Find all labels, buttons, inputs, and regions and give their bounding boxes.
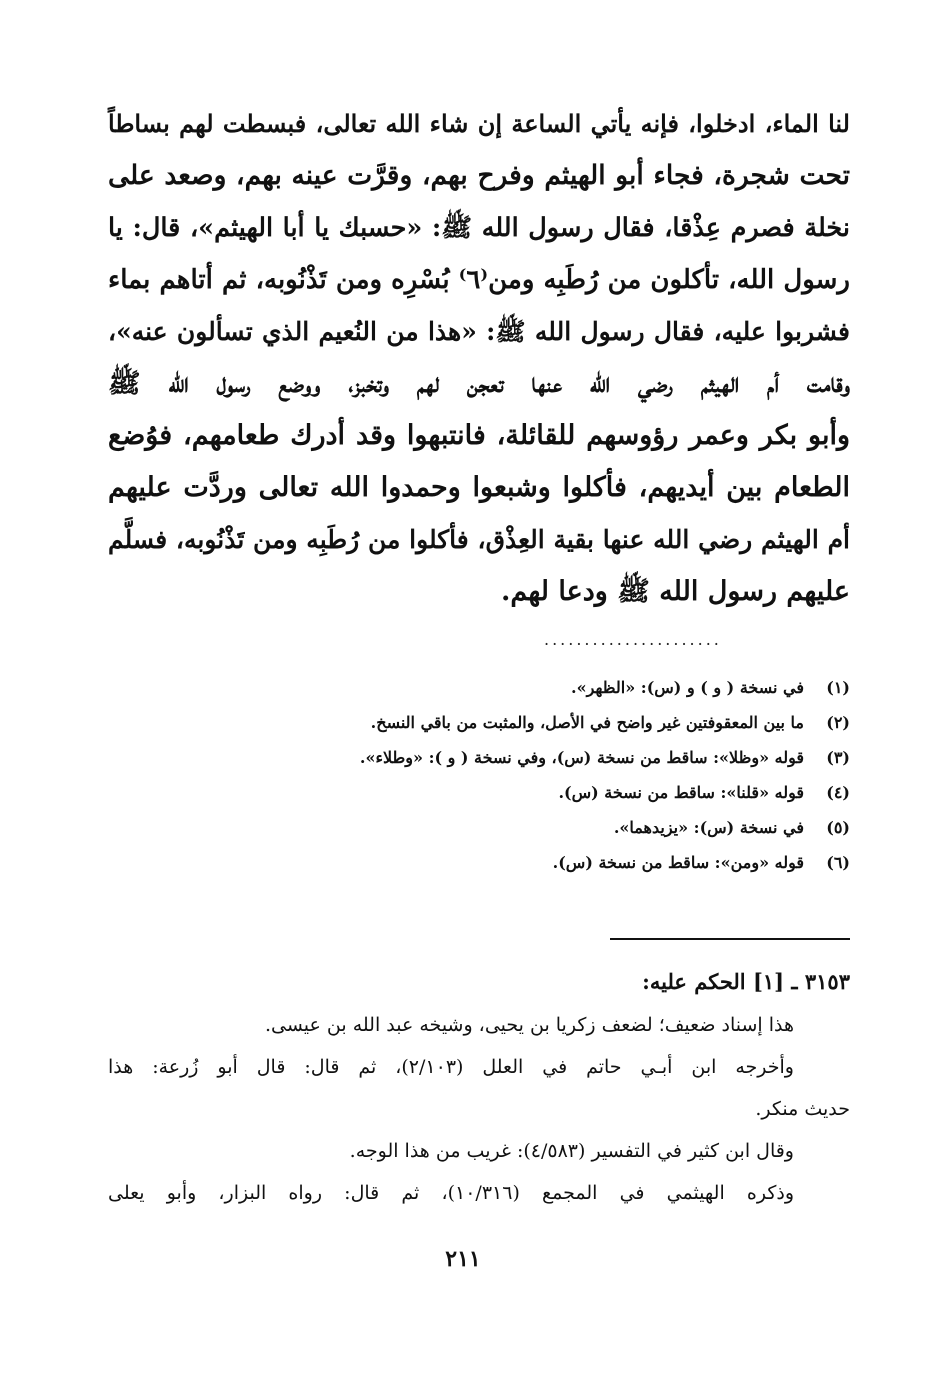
section-separator-line	[610, 938, 850, 940]
main-text-line: وأبو بكر وعمر رؤوسهم للقائلة، فانتبهوا وقد أدرك طعامهم، فوُضع	[108, 420, 850, 451]
main-text-block	[108, 98, 850, 618]
main-text-line: نخلة فصرم عِذْقا، فقال رسول الله ﷺ: «حسبك يا أبا الهيثم»، قال: يا	[108, 213, 850, 243]
footnote-item	[200, 810, 850, 845]
footnote-number: (٥)	[826, 818, 850, 837]
footnotes-block	[200, 670, 850, 880]
footnote-item	[200, 670, 850, 705]
main-text-line: أم الهيثم رضي الله عنها بقية العِذْق، فأكلوا من رُطَبِه ومن تَذْنُوبه، فسلَّم	[108, 525, 850, 554]
footnote-number: (٣)	[826, 748, 850, 767]
main-text-line: تحت شجرة، فجاء أبو الهيثم وفرح بهم، وقرَّت عينه بهم، وصعد على	[108, 160, 850, 191]
footnote-number: (٦)	[826, 853, 850, 872]
main-text-line: عليهم رسول الله ﷺ ودعا لهم.	[500, 576, 850, 607]
commentary-line: وأخرجه ابن أبـي حاتم في العلل (٢/١٠٣)، ثم قال: قال أبو زُرعة: هذا	[108, 1056, 794, 1078]
main-text-line: الطعام بين أيديهم، فأكلوا وشبعوا وحمدوا الله تعالى وردَّت عليهم	[108, 472, 850, 503]
commentary-heading: ٣١٥٣ ـ [١] الحكم عليه:	[642, 969, 850, 994]
commentary-line: وذكره الهيثمي في المجمع (١٠/٣١٦)، ثم قال: رواه البزار، وأبو يعلى	[108, 1182, 795, 1204]
page-number: ٢١١	[445, 1246, 481, 1272]
commentary-line: هذا إسناد ضعيف؛ لضعف زكريا بن يحيى، وشيخه عبد الله بن عيسى.	[264, 1014, 794, 1036]
main-text-line: فشربوا عليه، فقال رسول الله ﷺ: «هذا من النُعيم الذي تسألون عنه»،	[108, 317, 850, 346]
footnote-number: (٤)	[826, 783, 850, 802]
main-text-line: وقامت أم الهيثم رضي الله عنها تعجن لهم وتخبز، ووضع رسول الله ﷺ	[108, 368, 850, 399]
main-text-line: رسول الله، تأكلون من رُطَبِه ومن⁽٦⁾ بُسْرِه ومن تَذْنُوبه، ثم أتاهم بماء	[108, 265, 850, 295]
footnote-number: (٢)	[826, 713, 850, 732]
commentary-line: وقال ابن كثير في التفسير (٤/٥٨٣): غريب من هذا الوجه.	[349, 1140, 794, 1162]
footnote-text: قوله «ومن»: ساقط من نسخة (س).	[552, 853, 804, 872]
footnote-text: ما بين المعقوفتين غير واضح في الأصل، والمثبت من باقي النسخ.	[370, 713, 804, 732]
footnote-text: في نسخة ( و ) و (س): «الظهر».	[571, 678, 804, 697]
footnote-item	[200, 845, 850, 880]
footnote-item	[200, 775, 850, 810]
main-text-line: لنا الماء، ادخلوا، فإنه يأتي الساعة إن شاء الله تعالى، فبسطت لهم بساطاً	[108, 109, 850, 138]
footnote-item	[200, 705, 850, 740]
footnote-text: قوله «قلنا»: ساقط من نسخة (س).	[558, 783, 804, 802]
commentary-block	[108, 960, 850, 1214]
commentary-line: حديث منكر.	[755, 1098, 850, 1120]
footnote-item	[200, 740, 850, 775]
footnote-number: (١)	[826, 678, 850, 697]
footnote-text: في نسخة (س): «يزيدهما».	[613, 818, 804, 837]
footnote-dotted-separator: ......................	[544, 630, 722, 649]
footnote-text: قوله «وظلا»: ساقط من نسخة (س)، وفي نسخة ( و ): «وطلاء».	[359, 748, 804, 767]
